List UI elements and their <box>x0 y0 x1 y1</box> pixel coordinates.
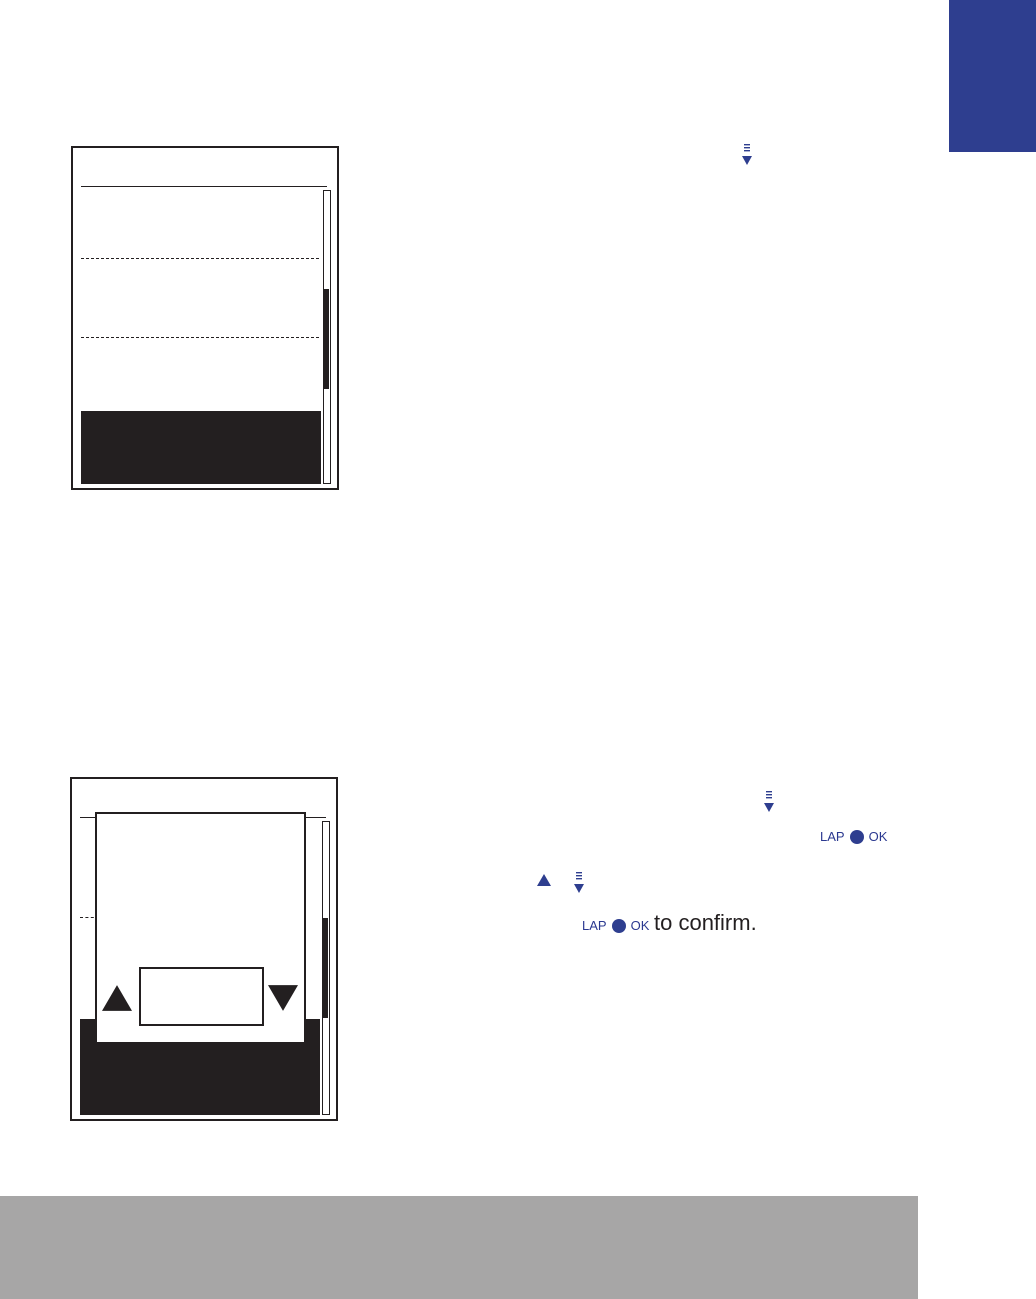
scrollbar <box>323 190 331 484</box>
lap-ok-dot-icon <box>850 830 864 844</box>
item-divider <box>81 258 319 259</box>
lap-ok-dot-icon <box>612 919 626 933</box>
value-box <box>139 967 264 1026</box>
decrease-arrow-icon <box>268 985 298 1011</box>
lap-ok-key-icon <box>582 918 649 933</box>
device-screen-menu <box>71 146 339 490</box>
scrollbar-thumb <box>324 289 329 389</box>
value-popup <box>95 812 306 1044</box>
chapter-side-tab <box>949 0 1036 152</box>
up-triangle-icon <box>537 874 551 886</box>
lap-label: LAP <box>582 918 607 933</box>
ok-label: OK <box>868 829 888 844</box>
lap-ok-key-icon <box>820 829 887 844</box>
device-screen-setting-popup <box>70 777 338 1121</box>
item-divider <box>81 337 319 338</box>
menu-down-icon <box>740 142 754 166</box>
ok-label: OK <box>630 918 650 933</box>
scrollbar <box>322 821 330 1115</box>
confirm-instruction-text: to confirm. <box>654 910 757 935</box>
scrollbar-thumb <box>323 918 328 1018</box>
menu-down-icon <box>762 789 776 813</box>
selected-menu-item <box>81 411 321 484</box>
increase-arrow-icon <box>102 985 132 1011</box>
menu-down-icon <box>572 870 586 894</box>
header-divider <box>81 186 327 187</box>
footer-band <box>0 1196 918 1299</box>
lap-label: LAP <box>820 829 845 844</box>
